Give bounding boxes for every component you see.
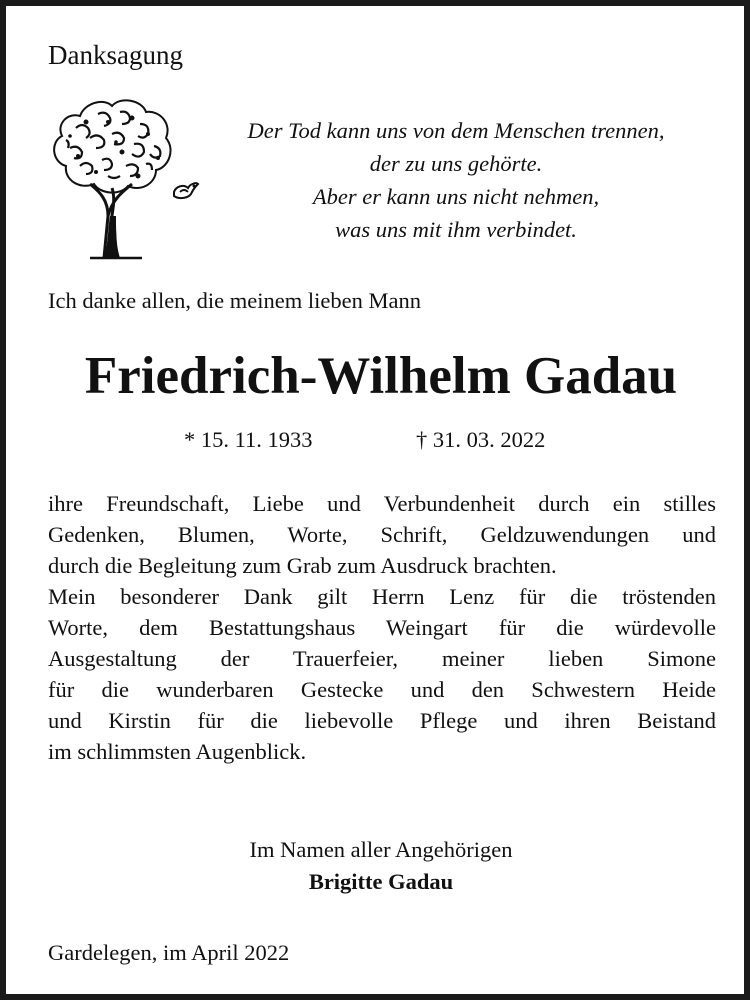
birth-date: * 15. 11. 1933 — [184, 427, 313, 452]
notice-heading: Danksagung — [48, 40, 183, 70]
death-date: † 31. 03. 2022 — [416, 427, 546, 452]
body-line: durch die Begleitung zum Grab zum Ausdruck brachten. — [48, 553, 557, 578]
body-line: im schlimmsten Augenblick. — [48, 739, 307, 764]
quote-line: der zu uns gehörte. — [369, 151, 543, 176]
quote-line: Aber er kann uns nicht nehmen, — [312, 184, 600, 209]
intro-text: Ich danke allen, die meinem lieben Mann — [48, 288, 421, 313]
body-line: Gedenken, Blumen, Worte, Schrift, Geldzuwendungen und — [48, 522, 716, 547]
closing-block — [6, 834, 750, 898]
body-line: Worte, dem Bestattungshaus Weingart für die würdevolle — [48, 615, 716, 640]
place-and-date: Gardelegen, im April 2022 — [48, 940, 290, 965]
signatory-name: Brigitte Gadau — [308, 869, 454, 894]
quote-line: Der Tod kann uns von dem Menschen trennen, — [247, 118, 665, 143]
deceased-name: Friedrich-Wilhelm Gadau — [84, 347, 678, 405]
body-line: Ausgestaltung der Trauerfeier, meiner lieben Simone — [48, 646, 716, 671]
quote-line: was uns mit ihm verbindet. — [335, 217, 577, 242]
body-line: für die wunderbaren Gestecke und den Schwestern Heide — [48, 677, 716, 702]
body-line: ihre Freundschaft, Liebe und Verbundenheit durch ein stilles — [48, 491, 716, 516]
body-line: Mein besonderer Dank gilt Herrn Lenz für die tröstenden — [48, 584, 716, 609]
thanks-body — [48, 488, 716, 767]
on-behalf-text: Im Namen aller Angehörigen — [249, 837, 513, 862]
body-line: und Kirstin für die liebevolle Pflege und ihren Beistand — [48, 708, 716, 733]
tree-icon — [50, 96, 176, 260]
memorial-quote — [196, 114, 716, 246]
